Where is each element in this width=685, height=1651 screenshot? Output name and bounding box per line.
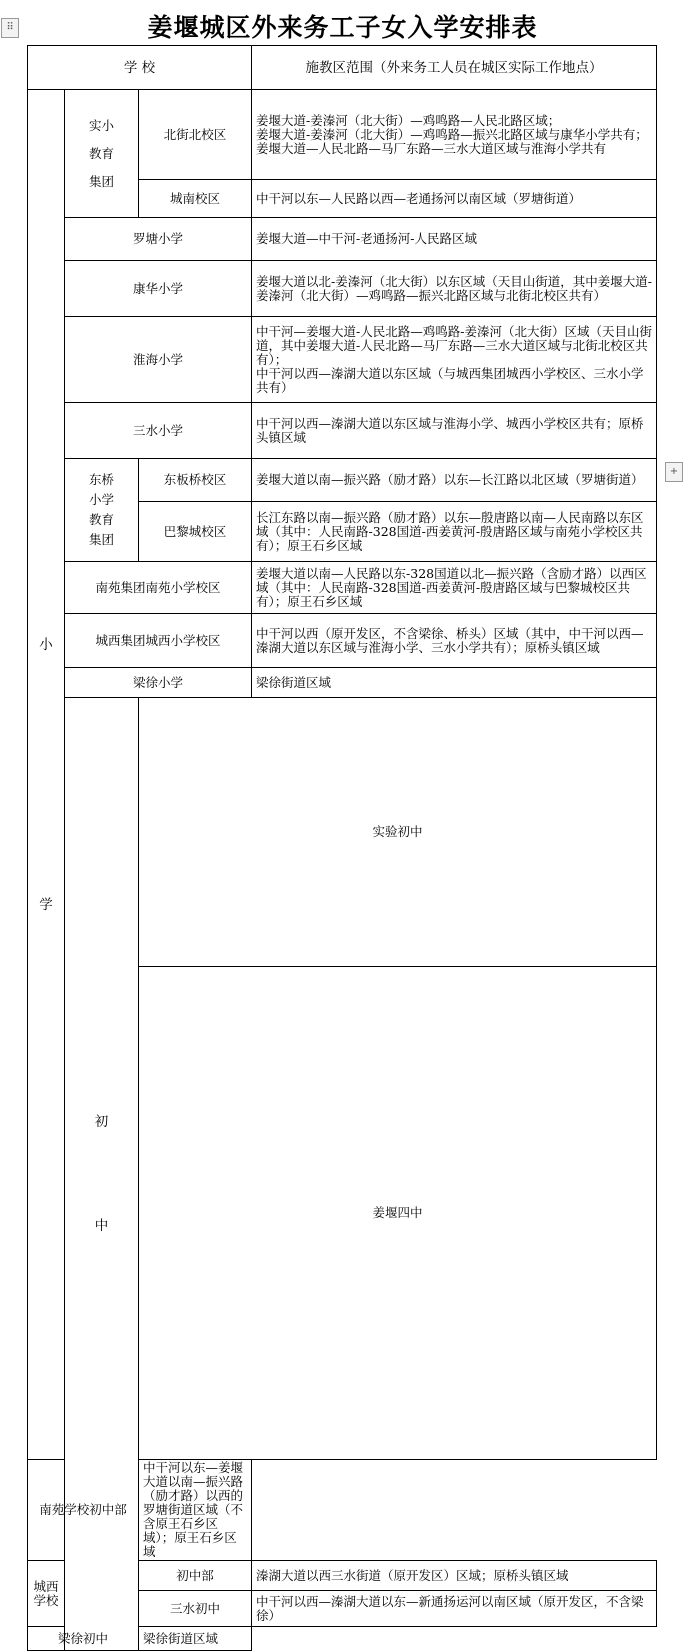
dongbanqiao-name: 东板桥校区 xyxy=(139,459,252,502)
enrollment-table xyxy=(27,45,657,1651)
nanyuan-mid-range: 中干河以东—姜堰大道以南—振兴路（励才路）以西的罗塘街道区域（不含原王石乡区域）；原王石乡区域 xyxy=(139,1460,252,1561)
chengxi-name: 城西集团城西小学校区 xyxy=(65,614,252,668)
sanshui-name: 三水小学 xyxy=(65,403,252,459)
beijie-bei-range: 姜堰大道-姜溱河（北大街）—鸡鸣路—人民北路区域； 姜堰大道-姜溱河（北大街）—鸡鸣路—振兴北路区域与康华小学共有； 姜堰大道—人民北路—马厂东路—三水大道区域与淮海小学共有 xyxy=(252,90,657,180)
luotang-name: 罗塘小学 xyxy=(65,218,252,261)
sanshui-mid-range: 中干河以西—溱湖大道以东—新通扬运河以南区域（原开发区，不含梁徐） xyxy=(252,1591,657,1627)
chengnan-range: 中干河以东—人民路以西—老通扬河以南区域（罗塘街道） xyxy=(252,180,657,218)
sanshui-mid-name: 三水初中 xyxy=(139,1591,252,1627)
nanyuan-mid-name: 南苑学校初中部 xyxy=(28,1460,139,1561)
nanyuan-range: 姜堰大道以南—人民路以东-328国道以北—振兴路（含励才路）以西区域（其中：人民南路-328国道-西姜黄河-殷唐路区域与巴黎城校区共有）；原王石乡区域 xyxy=(252,562,657,614)
huaihai-range: 中干河—姜堰大道-人民北路—鸡鸣路-姜溱河（北大街）区域（天目山街道，其中姜堰大道-人民北路—马厂东路—三水大道区域与北街北校区共有）； 中干河以西—溱湖大道以东区域（与城西集团城西小学校区、三水小学共有） xyxy=(252,317,657,403)
header-range: 施教区范围（外来务工人员在城区实际工作地点） xyxy=(252,46,657,90)
luotang-range: 姜堰大道—中干河-老通扬河-人民路区域 xyxy=(252,218,657,261)
nanyuan-name: 南苑集团南苑小学校区 xyxy=(65,562,252,614)
liangxu-mid-range: 梁徐街道区域 xyxy=(139,1627,252,1651)
add-column-icon[interactable]: + xyxy=(665,462,683,482)
primary-label: 小 学 xyxy=(28,90,65,1460)
dongqiao-group-name: 东桥 小学 教育 集团 xyxy=(65,459,139,562)
drag-handle-icon[interactable]: ⠿ xyxy=(1,18,19,38)
header-school: 学 校 xyxy=(28,46,252,90)
dongbanqiao-range: 姜堰大道以南—振兴路（励才路）以东—长江路以北区域（罗塘街道） xyxy=(252,459,657,502)
chengnan-name: 城南校区 xyxy=(139,180,252,218)
liangxu-name: 梁徐小学 xyxy=(65,668,252,698)
jiangyan4-name: 姜堰四中 xyxy=(139,967,657,1460)
kanghua-range: 姜堰大道以北-姜溱河（北大街）以东区域（天目山街道，其中姜堰大道-姜溱河（北大街）—鸡鸣路—振兴北路区域与北街北校区共有） xyxy=(252,261,657,317)
chengxi-school-name: 城西学校 xyxy=(28,1561,65,1627)
chengxi-range: 中干河以西（原开发区，不含梁徐、桥头）区域（其中，中干河以西—溱湖大道以东区域与淮海小学、三水小学共有）；原桥头镇区域 xyxy=(252,614,657,668)
bali-name: 巴黎城校区 xyxy=(139,502,252,562)
kanghua-name: 康华小学 xyxy=(65,261,252,317)
page-title: 姜堰城区外来务工子女入学安排表 xyxy=(147,13,538,42)
middle-label: 初 中 xyxy=(65,698,139,1651)
huaihai-name: 淮海小学 xyxy=(65,317,252,403)
beijie-bei-name: 北街北校区 xyxy=(139,90,252,180)
liangxu-mid-name: 梁徐初中 xyxy=(28,1627,139,1651)
sanshui-range: 中干河以西—溱湖大道以东区域与淮海小学、城西小学校区共有；原桥头镇区域 xyxy=(252,403,657,459)
chuzhongbu-name: 初中部 xyxy=(139,1561,252,1591)
shiyan-name: 实验初中 xyxy=(139,698,657,967)
shixiao-group-name: 实小 教育 集团 xyxy=(65,90,139,218)
bali-range: 长江东路以南—振兴路（励才路）以东—殷唐路以南—人民南路以东区域（其中：人民南路-328国道-西姜黄河-殷唐路区域与南苑小学校区共有）；原王石乡区域 xyxy=(252,502,657,562)
liangxu-range: 梁徐街道区域 xyxy=(252,668,657,698)
chuzhongbu-range: 溱湖大道以西三水街道（原开发区）区域；原桥头镇区域 xyxy=(252,1561,657,1591)
